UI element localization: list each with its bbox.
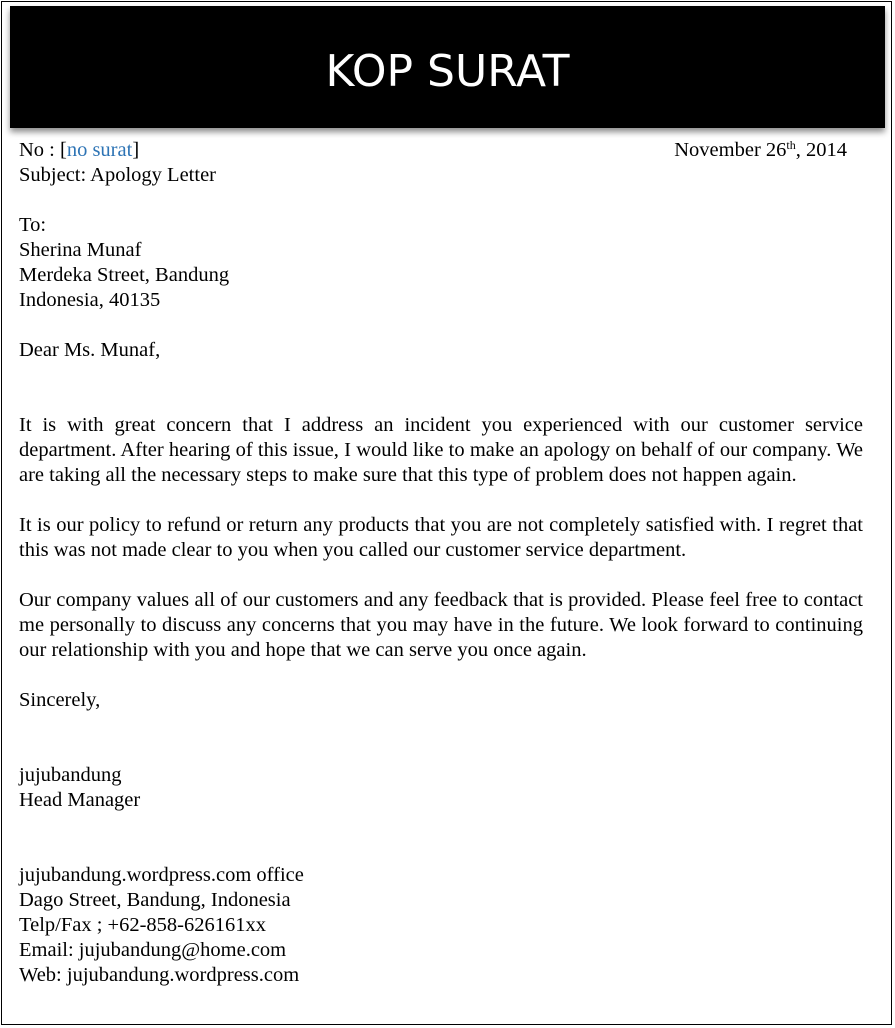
letter-number-placeholder: no surat <box>66 139 133 161</box>
letter-number-suffix: ] <box>132 139 140 161</box>
spacer <box>19 313 863 338</box>
letterhead-banner <box>10 6 885 128</box>
date-year: , 2014 <box>795 139 847 161</box>
body-paragraph-3: Our company values all of our customers and any feedback that is provided. Please feel free to contact me personally to discuss any concerns that you may have in the future. We look forward to continuing our relationship with you and hope that we can serve you once again. <box>19 589 863 661</box>
spacer <box>19 488 863 513</box>
date-month-day: November 26 <box>674 139 787 161</box>
recipient-name: Sherina Munaf <box>19 239 142 261</box>
footer-email: Email: jujubandung@home.com <box>19 939 287 961</box>
letter-number-prefix: No : [ <box>19 139 67 161</box>
letter-date <box>674 138 847 163</box>
spacer <box>19 838 863 863</box>
reference-date-row <box>19 138 863 163</box>
footer-address: Dago Street, Bandung, Indonesia <box>19 889 291 911</box>
spacer <box>19 388 863 413</box>
letter-number <box>19 138 139 163</box>
spacer <box>19 563 863 588</box>
letterhead-title: KOP SURAT <box>325 46 570 97</box>
spacer <box>19 663 863 688</box>
signature-name: jujubandung <box>19 764 122 786</box>
footer-office: jujubandung.wordpress.com office <box>19 864 304 886</box>
spacer <box>19 738 863 763</box>
closing: Sincerely, <box>19 689 101 711</box>
footer-phone: Telp/Fax ; +62-858-626161xx <box>19 914 266 936</box>
date-ordinal: th <box>786 138 796 152</box>
letter-body <box>19 138 863 988</box>
spacer <box>19 813 863 838</box>
body-paragraph-2: It is our policy to refund or return any products that you are not completely satisfied with. I regret that this was not made clear to you when you called our customer service department. <box>19 514 863 561</box>
body-paragraph-1: It is with great concern that I address an incident you experienced with our customer service department. After hearing of this issue, I would like to make an apology on behalf of our company. We are taking all the necessary steps to make sure that this type of problem does not happen again. <box>19 414 863 486</box>
signature-title: Head Manager <box>19 789 141 811</box>
recipient-country: Indonesia, 40135 <box>19 289 161 311</box>
recipient-street: Merdeka Street, Bandung <box>19 264 230 286</box>
salutation: Dear Ms. Munaf, <box>19 339 161 361</box>
letter-subject: Subject: Apology Letter <box>19 164 216 186</box>
footer-web: Web: jujubandung.wordpress.com <box>19 964 300 986</box>
recipient-label: To: <box>19 214 47 236</box>
spacer <box>19 363 863 388</box>
spacer <box>19 188 863 213</box>
spacer <box>19 713 863 738</box>
